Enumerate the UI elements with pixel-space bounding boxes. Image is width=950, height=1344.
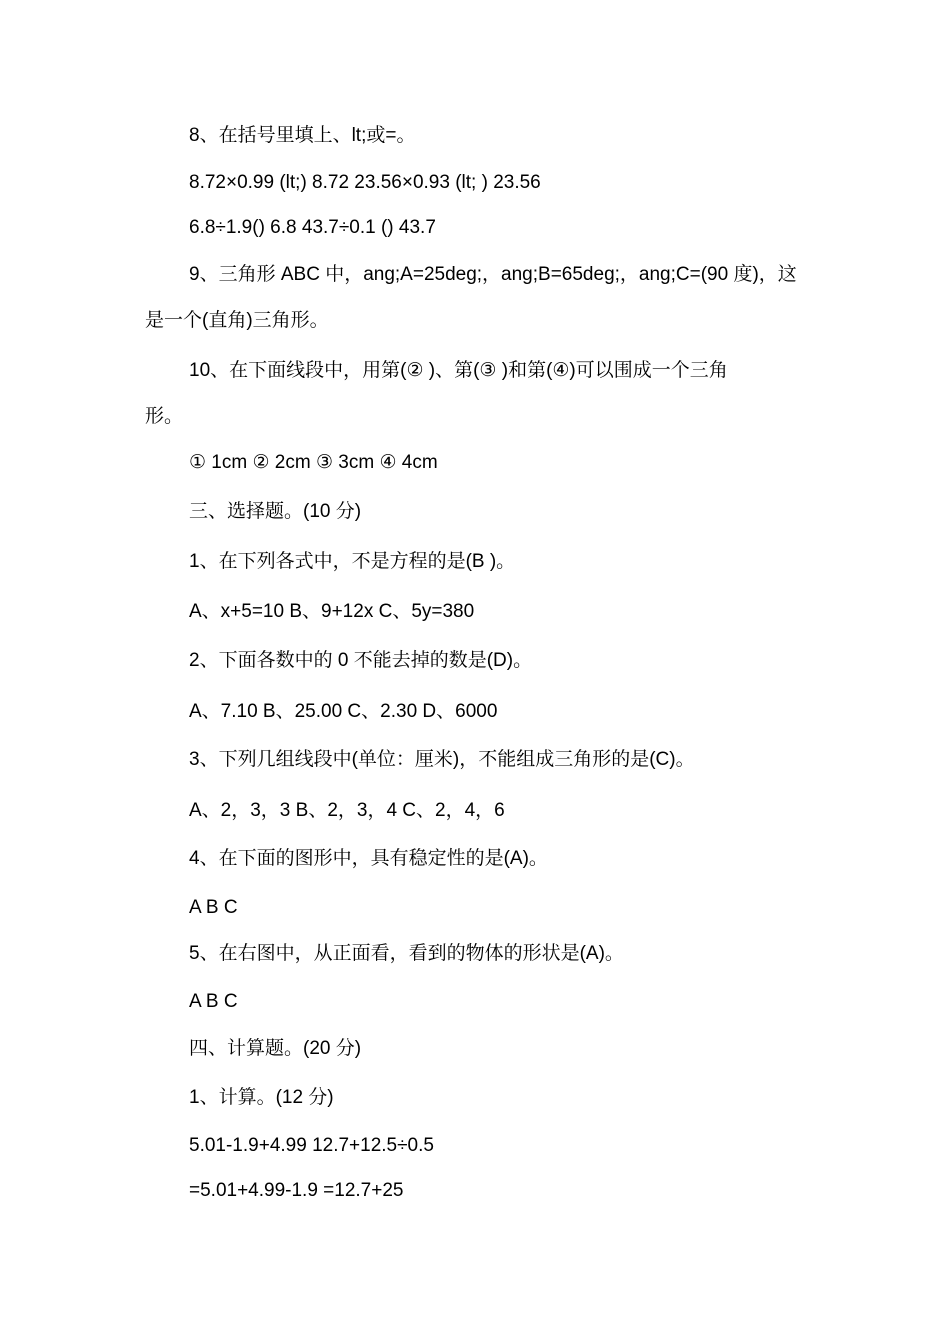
q10-line-2: 形。 bbox=[145, 406, 184, 427]
q8-line-2: 6.8÷1.9() 6.8 43.7÷0.1 () 43.7 bbox=[189, 217, 436, 238]
q10-line-1: 10、在下面线段中，用第(② )、第(③ )和第(④)可以围成一个三角 bbox=[189, 360, 728, 381]
q8-line-1: 8.72×0.99 (lt;) 8.72 23.56×0.93 (lt; ) 23.56 bbox=[189, 172, 541, 193]
section-3-heading: 三、选择题。(10 分) bbox=[189, 501, 362, 522]
s3-q4: 4、在下面的图形中，具有稳定性的是(A)。 bbox=[189, 848, 548, 869]
s3-q3-options: A、2，3，3 B、2，3，4 C、2，4，6 bbox=[189, 800, 505, 821]
section-4-heading: 四、计算题。(20 分) bbox=[189, 1038, 362, 1059]
s3-q2-options: A、7.10 B、25.00 C、2.30 D、6000 bbox=[189, 701, 498, 722]
s3-q5-options: A B C bbox=[189, 991, 238, 1012]
s4-q1: 1、计算。(12 分) bbox=[189, 1087, 334, 1108]
s3-q5: 5、在右图中，从正面看，看到的物体的形状是(A)。 bbox=[189, 943, 624, 964]
s3-q4-options: A B C bbox=[189, 897, 238, 918]
q9-line-1: 9、三角形 ABC 中，ang;A=25deg;，ang;B=65deg;，ang;C=(90 度)，这 bbox=[189, 264, 797, 285]
q9-line-2: 是一个(直角)三角形。 bbox=[145, 310, 329, 331]
q8-title: 8、在括号里填上、lt;或=。 bbox=[189, 125, 416, 146]
q10-options: ① 1cm ② 2cm ③ 3cm ④ 4cm bbox=[189, 452, 438, 473]
s3-q1-options: A、x+5=10 B、9+12x C、5y=380 bbox=[189, 601, 475, 622]
s4-q1-expr-2: =5.01+4.99-1.9 =12.7+25 bbox=[189, 1180, 404, 1201]
s3-q2: 2、下面各数中的 0 不能去掉的数是(D)。 bbox=[189, 650, 533, 671]
s3-q1: 1、在下列各式中，不是方程的是(B )。 bbox=[189, 551, 516, 572]
s4-q1-expr-1: 5.01-1.9+4.99 12.7+12.5÷0.5 bbox=[189, 1135, 434, 1156]
s3-q3: 3、下列几组线段中(单位：厘米)，不能组成三角形的是(C)。 bbox=[189, 749, 695, 770]
